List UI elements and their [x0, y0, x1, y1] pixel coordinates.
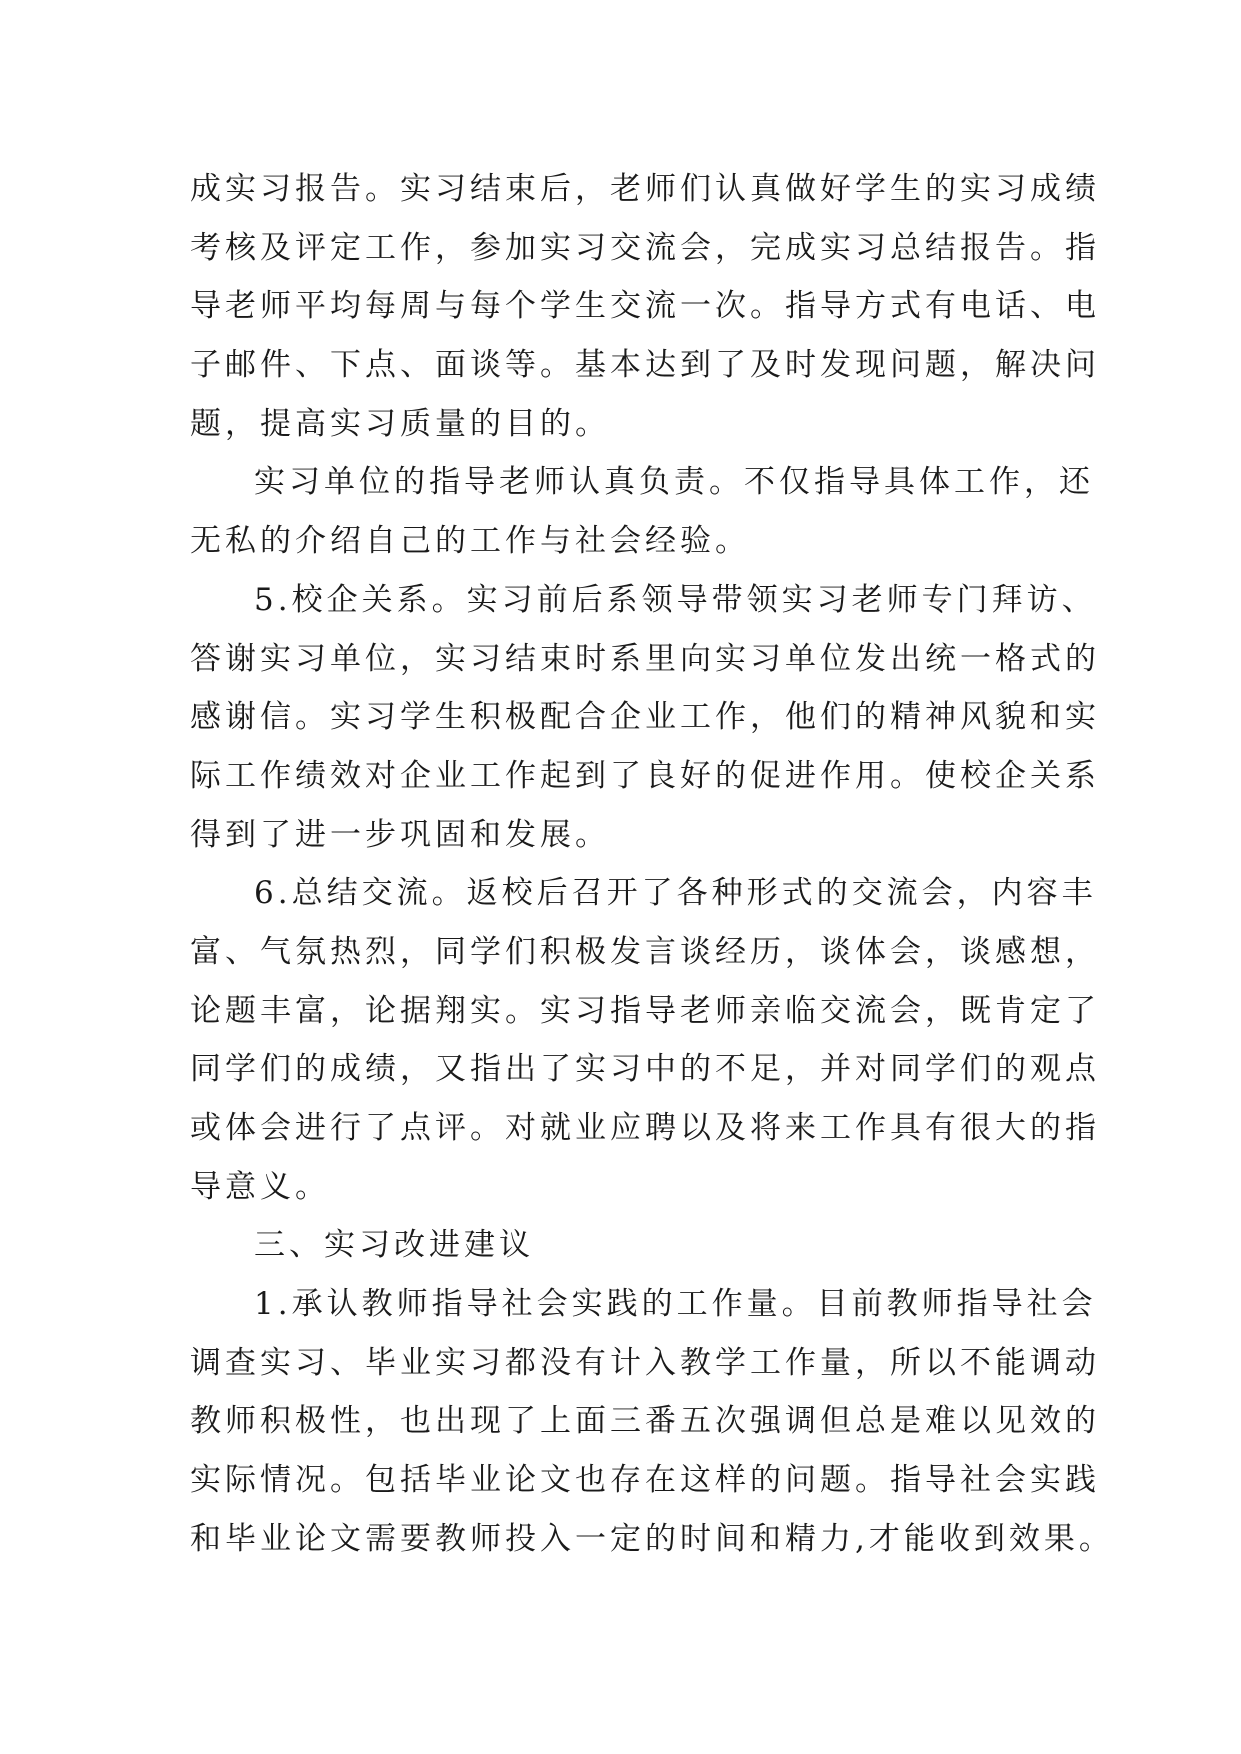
text-line: 际工作绩效对企业工作起到了良好的促进作用。使校企关系 — [190, 757, 1100, 794]
text-line: 或体会进行了点评。对就业应聘以及将来工作具有很大的指 — [190, 1110, 1100, 1146]
text-line: 调查实习、毕业实习都没有计入教学工作量，所以不能调动 — [190, 1344, 1100, 1381]
text-line: 导老师平均每周与每个学生交流一次。指导方式有电话、电 — [190, 288, 1100, 325]
text-line: 无私的介绍自己的工作与社会经验。 — [190, 523, 750, 560]
text-line: 和毕业论文需要教师投入一定的时间和精力,才能收到效果。 — [190, 1520, 1114, 1557]
text-line: 导意义。 — [190, 1168, 330, 1205]
text-line: 子邮件、下点、面谈等。基本达到了及时发现问题，解决问 — [190, 347, 1100, 384]
text-line: 答谢实习单位，实习结束时系里向实习单位发出统一格式的 — [190, 640, 1100, 677]
text-line: 感谢信。实习学生积极配合企业工作，他们的精神风貌和实 — [190, 699, 1100, 736]
text-line: 实际情况。包括毕业论文也存在这样的问题。指导社会实践 — [190, 1462, 1100, 1499]
text-line: 富、气氛热烈，同学们积极发言谈经历，谈体会，谈感想， — [190, 933, 1100, 970]
text-line: 同学们的成绩，又指出了实习中的不足，并对同学们的观点 — [190, 1051, 1100, 1088]
text-line: 论题丰富，论据翔实。实习指导老师亲临交流会，既肯定了 — [190, 992, 1100, 1029]
text-line: 题，提高实习质量的目的。 — [190, 405, 610, 442]
text-line: 1.承认教师指导社会实践的工作量。目前教师指导社会 — [254, 1286, 1097, 1323]
text-line: 实习单位的指导老师认真负责。不仅指导具体工作，还 — [254, 464, 1094, 501]
text-line: 5.校企关系。实习前后系领导带领实习老师专门拜访、 — [254, 581, 1097, 618]
text-line: 成实习报告。实习结束后，老师们认真做好学生的实习成绩 — [190, 171, 1100, 207]
text-line: 6.总结交流。返校后召开了各种形式的交流会，内容丰 — [254, 875, 1097, 912]
section-heading: 三、实习改进建议 — [254, 1227, 534, 1264]
text-line: 考核及评定工作，参加实习交流会，完成实习总结报告。指 — [190, 229, 1100, 266]
text-line: 得到了进一步巩固和发展。 — [190, 816, 610, 853]
text-line: 教师积极性，也出现了上面三番五次强调但总是难以见效的 — [190, 1403, 1100, 1440]
document-body — [190, 160, 1114, 1569]
